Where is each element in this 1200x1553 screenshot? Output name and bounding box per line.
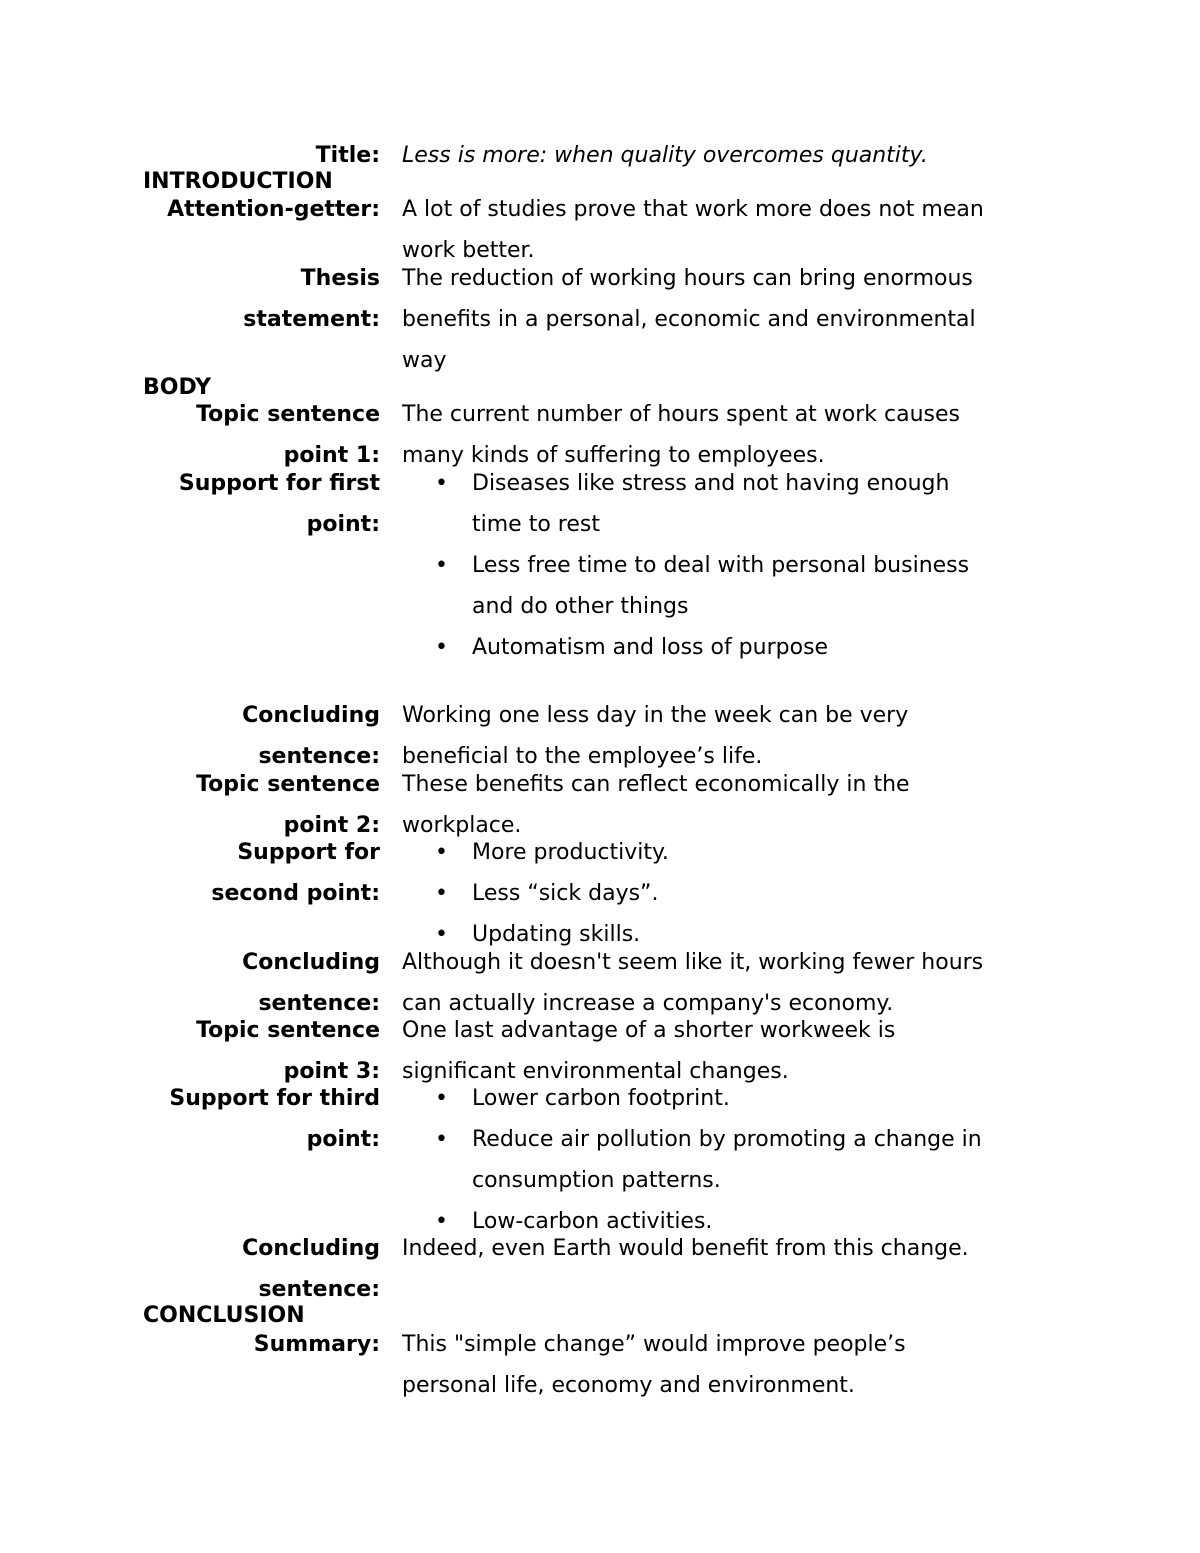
thesis-line-1: The reduction of working hours can bring enormous <box>402 266 973 291</box>
support-1-bullet-3: Automatism and loss of purpose <box>472 635 829 660</box>
topic-sentence-2-label-line-2: point 2: <box>283 813 380 838</box>
support-3-bullet-2-line-2: consumption patterns. <box>472 1168 721 1193</box>
support-1-label-line-2: point: <box>306 512 380 537</box>
support-1-bullet-2-line-1: Less free time to deal with personal business <box>472 553 970 578</box>
concluding-3-label-line-2: sentence: <box>258 1277 380 1302</box>
bullet-icon: • <box>435 881 448 906</box>
conclusion-heading: CONCLUSION <box>143 1303 305 1328</box>
support-3-label-line-2: point: <box>306 1127 380 1152</box>
support-2-bullet-2: Less “sick days”. <box>472 881 659 906</box>
summary-line-1: This "simple change” would improve people’s <box>402 1332 906 1357</box>
topic-sentence-1-label-line-2: point 1: <box>283 443 380 468</box>
concluding-2-line-2: can actually increase a company's economy. <box>402 991 894 1016</box>
concluding-1-label-line-1: Concluding <box>242 703 380 728</box>
topic-sentence-3-line-1: One last advantage of a shorter workweek is <box>402 1018 896 1043</box>
summary-label: Summary: <box>253 1332 380 1357</box>
summary-line-2: personal life, economy and environment. <box>402 1373 855 1398</box>
support-1-label-line-1: Support for first <box>178 471 380 496</box>
topic-sentence-1-line-1: The current number of hours spent at work causes <box>402 402 961 427</box>
bullet-icon: • <box>435 471 448 496</box>
thesis-line-3: way <box>402 348 447 373</box>
support-3-bullet-3: Low-carbon activities. <box>472 1209 713 1234</box>
concluding-2-line-1: Although it doesn't seem like it, working fewer hours <box>402 950 984 975</box>
topic-sentence-1-line-2: many kinds of suffering to employees. <box>402 443 825 468</box>
attention-getter-line-1: A lot of studies prove that work more does not mean <box>402 197 984 222</box>
bullet-icon: • <box>435 635 448 660</box>
concluding-1-line-2: beneficial to the employee’s life. <box>402 744 763 769</box>
support-2-label-line-2: second point: <box>211 881 380 906</box>
support-3-bullet-2-line-1: Reduce air pollution by promoting a change in <box>472 1127 982 1152</box>
support-1-bullet-2-line-2: and do other things <box>472 594 689 619</box>
thesis-label-line-2: statement: <box>243 307 380 332</box>
topic-sentence-1-label-line-1: Topic sentence <box>196 402 380 427</box>
concluding-1-label-line-2: sentence: <box>258 744 380 769</box>
topic-sentence-2-line-2: workplace. <box>402 813 522 838</box>
topic-sentence-3-line-2: significant environmental changes. <box>402 1059 789 1084</box>
concluding-2-label-line-1: Concluding <box>242 950 380 975</box>
support-2-bullet-1: More productivity. <box>472 840 669 865</box>
essay-title: Less is more: when quality overcomes quantity. <box>402 143 928 168</box>
thesis-label-line-1: Thesis <box>300 266 380 291</box>
bullet-icon: • <box>435 553 448 578</box>
bullet-icon: • <box>435 1209 448 1234</box>
attention-getter-line-2: work better. <box>402 238 535 263</box>
support-3-bullet-1: Lower carbon footprint. <box>472 1086 730 1111</box>
topic-sentence-3-label-line-1: Topic sentence <box>196 1018 380 1043</box>
title-label: Title: <box>315 143 380 168</box>
bullet-icon: • <box>435 922 448 947</box>
thesis-line-2: benefits in a personal, economic and environmental <box>402 307 976 332</box>
topic-sentence-2-label-line-1: Topic sentence <box>196 772 380 797</box>
concluding-2-label-line-2: sentence: <box>258 991 380 1016</box>
topic-sentence-3-label-line-2: point 3: <box>283 1059 380 1084</box>
support-2-bullet-3: Updating skills. <box>472 922 641 947</box>
bullet-icon: • <box>435 1127 448 1152</box>
attention-getter-label: Attention-getter: <box>167 197 380 222</box>
bullet-icon: • <box>435 840 448 865</box>
introduction-heading: INTRODUCTION <box>143 169 333 194</box>
topic-sentence-2-line-1: These benefits can reflect economically in the <box>402 772 910 797</box>
body-heading: BODY <box>143 375 212 400</box>
support-3-label-line-1: Support for third <box>169 1086 380 1111</box>
support-1-bullet-1-line-1: Diseases like stress and not having enough <box>472 471 950 496</box>
concluding-1-line-1: Working one less day in the week can be very <box>402 703 909 728</box>
concluding-3-line-1: Indeed, even Earth would benefit from this change. <box>402 1236 969 1261</box>
support-1-bullet-1-line-2: time to rest <box>472 512 600 537</box>
bullet-icon: • <box>435 1086 448 1111</box>
concluding-3-label-line-1: Concluding <box>242 1236 380 1261</box>
support-2-label-line-1: Support for <box>237 840 380 865</box>
